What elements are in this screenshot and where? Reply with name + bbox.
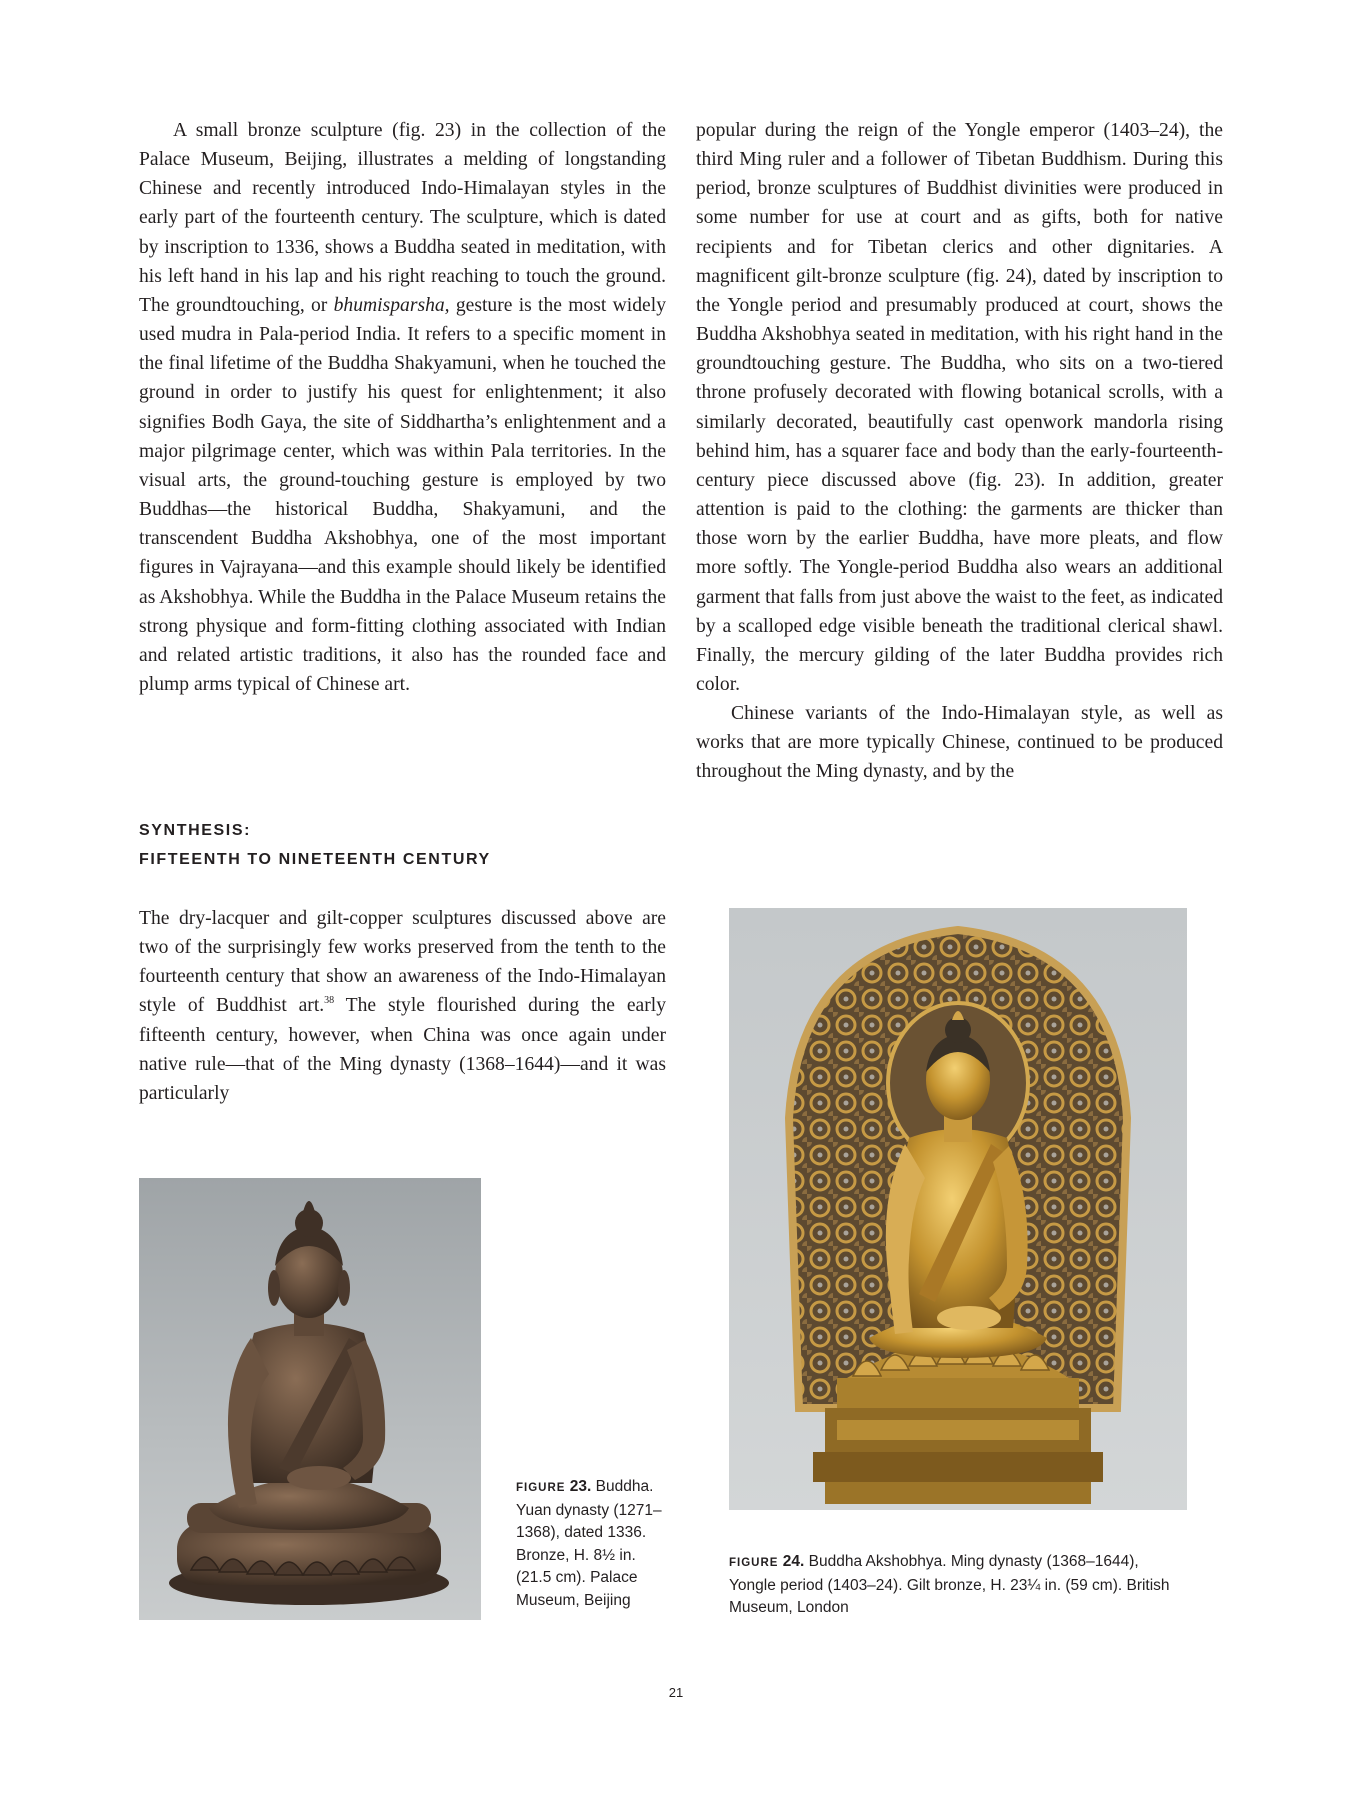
paragraph-chinese-variants: Chinese variants of the Indo-Himalayan style, as well as works that are more typically Chinese, continued to be produced throughout the Ming dynasty, and by the xyxy=(696,703,1223,783)
figure-23-text: Buddha. Yuan dynasty (1271–1368), dated 1336. Bronze, H. 8½ in. (21.5 cm). Palace Museum, Beijing xyxy=(516,1478,662,1609)
figure-23-caption xyxy=(516,1476,666,1612)
page-number: 21 xyxy=(668,1685,684,1700)
footnote-reference: 38 xyxy=(324,995,335,1007)
bronze-buddha-illustration xyxy=(139,1178,481,1620)
paragraph-synthesis: The dry-lacquer and gilt-copper sculptures discussed above are two of the surprisingly few works preserved from the tenth to the fourteenth century that show an awareness of the Indo-Himalayan style of Buddhist art.$^{38}$ The style flourished during the early fifteenth century, however, when China was once again under native rule—that of the Ming dynasty (1368–1644)—and it was particularly xyxy=(139,908,666,1104)
figure-23-label: FIGURE xyxy=(516,1482,566,1494)
section-heading-line2: FIFTEENTH TO NINETEENTH CENTURY xyxy=(139,851,491,868)
right-column-text xyxy=(696,116,1223,787)
figure-24-number: 24. xyxy=(782,1553,805,1570)
left-column-text xyxy=(139,116,666,699)
section-heading xyxy=(139,816,666,874)
section-heading-line1: SYNTHESIS: xyxy=(139,822,252,839)
figure-23-image xyxy=(139,1178,481,1620)
paragraph-yongle: popular during the reign of the Yongle emperor (1403–24), the third Ming ruler and a follower of Tibetan Buddhism. During this period, bronze sculptures of Buddhist divinities were produced in some number for use at court and as gifts, both for native recipients and for Tibetan clerics and other dignitaries. A magnificent gilt-bronze sculpture (fig. 24), dated by inscription to the Yongle period and presumably produced at court, shows the Buddha Akshobhya seated in meditation, with his right hand in the groundtouching gesture. The Buddha, who sits on a two-tiered throne profusely decorated with flowing botanical scrolls, with a similarly decorated, beautifully cast openwork mandorla rising behind him, has a squarer face and body than the early-fourteenth-century piece discussed above (fig. 23). In addition, greater attention is paid to the clothing: the garments are thicker than those worn by the earlier Buddha, have more pleats, and flow more softly. The Yongle-period Buddha also wears an additional garment that falls from just above the waist to the feet, as indicated by a scalloped edge visible beneath the traditional clerical shawl. Finally, the mercury gilding of the later Buddha provides rich color. xyxy=(696,120,1223,695)
figure-24-label: FIGURE xyxy=(729,1557,779,1569)
figure-24-caption xyxy=(729,1551,1189,1620)
figure-24-image xyxy=(729,908,1187,1510)
left-column-text-2 xyxy=(139,904,666,1108)
paragraph-fig23-discussion: A small bronze sculpture (fig. 23) in the collection of the Palace Museum, Beijing, illustrates a melding of longstanding Chinese and recently introduced Indo-Himalayan styles in the early part of the fourteenth century. The sculpture, which is dated by inscription to 1336, shows a Buddha seated in meditation, with his left hand in his lap and his right reaching to touch the ground. The groundtouching, or bhumisparsha, gesture is the most widely used mudra in Pala-period India. It refers to a specific moment in the final lifetime of the Buddha Shakyamuni, when he touched the ground in order to justify his quest for enlightenment; it also signifies Bodh Gaya, the site of Siddhartha’s enlightenment and a major pilgrimage center, which was within Pala territories. In the visual arts, the ground-touching gesture is employed by two Buddhas—the historical Buddha, Shakyamuni, and the transcendent Buddha Akshobhya, one of the most important figures in Vajrayana—and this example should likely be identified as Akshobhya. While the Buddha in the Palace Museum retains the strong physique and form-fitting clothing associated with Indian and related artistic traditions, it also has the rounded face and plump arms typical of Chinese art. xyxy=(139,120,666,695)
figure-24-text: Buddha Akshobhya. Ming dynasty (1368–1644), Yongle period (1403–24). Gilt bronze, H. 23¼ in. (59 cm). British Museum, London xyxy=(729,1553,1170,1616)
gilt-buddha-illustration xyxy=(729,908,1187,1510)
figure-23-number: 23. xyxy=(569,1478,592,1495)
